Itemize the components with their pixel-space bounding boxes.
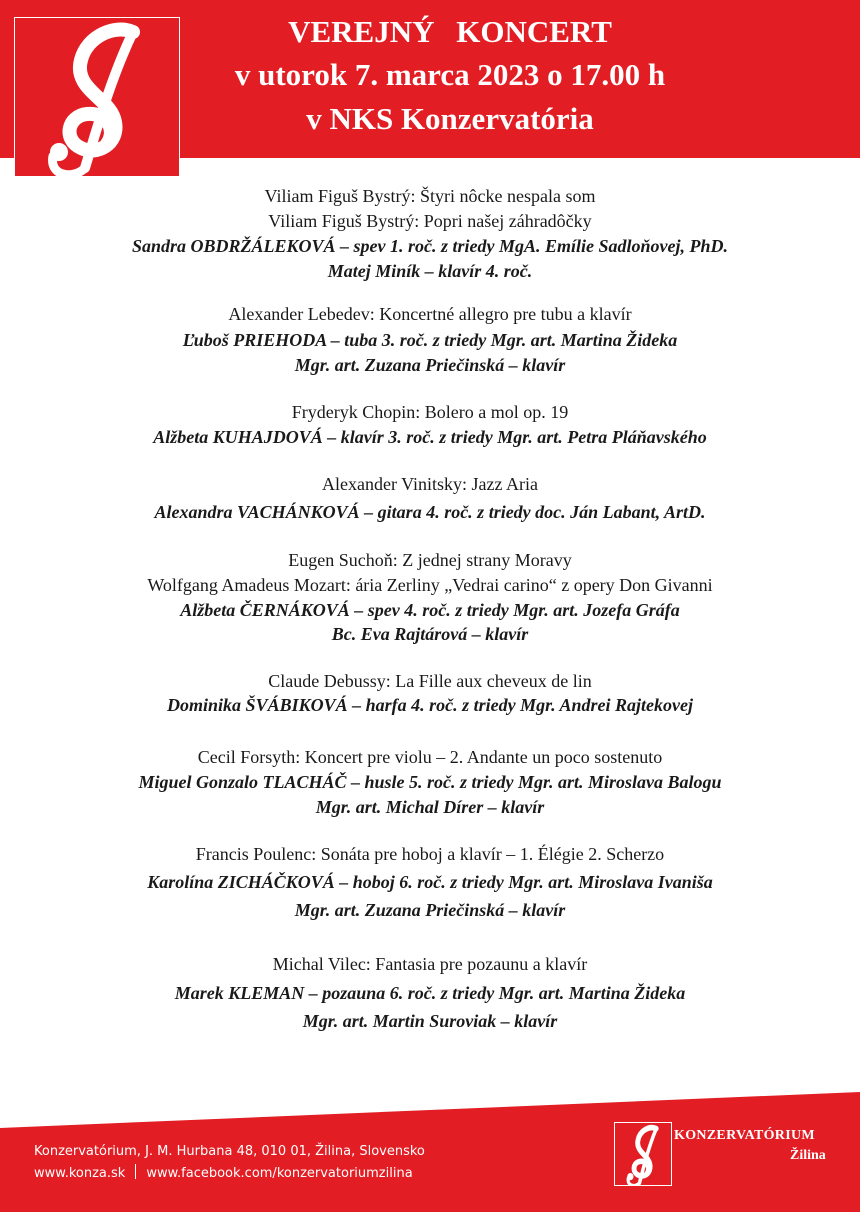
concert-date: v utorok 7. marca 2023 o 17.00 h — [234, 57, 666, 92]
program-performer: Mgr. art. Martin Suroviak – klavír — [302, 1011, 558, 1031]
footer-logo-name: KONZERVATÓRIUM — [674, 1128, 815, 1143]
program-performer: Mgr. art. Zuzana Priečinská – klavír — [294, 355, 566, 375]
treble-clef-icon — [615, 1123, 672, 1186]
program-work: Claude Debussy: La Fille aux cheveux de lin — [268, 671, 592, 691]
program-performer: Alžbeta KUHAJDOVÁ – klavír 3. roč. z triedy Mgr. art. Petra Pláňavského — [153, 427, 707, 447]
program-work: Francis Poulenc: Sonáta pre hoboj a klavír – 1. Élégie 2. Scherzo — [195, 844, 665, 864]
program-work: Michal Vilec: Fantasia pre pozaunu a klavír — [272, 954, 588, 974]
footer-logo — [614, 1122, 672, 1186]
program-performer: Alžbeta ČERNÁKOVÁ – spev 4. roč. z triedy Mgr. art. Jozefa Gráfa — [180, 600, 680, 620]
program-work: Alexander Vinitsky: Jazz Aria — [321, 474, 539, 494]
program-performer: Dominika ŠVÁBIKOVÁ – harfa 4. roč. z triedy Mgr. Andrei Rajtekovej — [167, 695, 693, 715]
footer-banner — [0, 1092, 860, 1212]
program-performer: Matej Miník – klavír 4. roč. — [327, 261, 533, 281]
program-performer: Marek KLEMAN – pozauna 6. roč. z triedy Mgr. art. Martina Žideka — [174, 983, 686, 1003]
program-performer: Karolína ZICHÁČKOVÁ – hoboj 6. roč. z triedy Mgr. art. Miroslava Ivaniša — [147, 872, 713, 892]
treble-clef-icon — [15, 18, 180, 177]
program-performer: Mgr. art. Zuzana Priečinská – klavír — [294, 900, 566, 920]
footer-address: Konzervatórium, J. M. Hurbana 48, 010 01, Žilina, Slovensko — [34, 1144, 425, 1159]
program-work: Fryderyk Chopin: Bolero a mol op. 19 — [291, 402, 569, 422]
program-work: Wolfgang Amadeus Mozart: ária Zerliny „Vedrai carino“ z opery Don Givanni — [147, 575, 713, 595]
program-performer: Mgr. art. Michal Dírer – klavír — [315, 797, 545, 817]
program-work: Cecil Forsyth: Koncert pre violu – 2. Andante un poco sostenuto — [197, 747, 663, 767]
link-divider — [135, 1164, 136, 1179]
program-work: Viliam Figuš Bystrý: Štyri nôcke nespala som — [264, 186, 596, 206]
program-performer: Ľuboš PRIEHODA – tuba 3. roč. z triedy Mgr. art. Martina Žideka — [182, 330, 678, 350]
program-performer: Alexandra VACHÁNKOVÁ – gitara 4. roč. z triedy doc. Ján Labant, ArtD. — [154, 502, 706, 522]
program-performer: Miguel Gonzalo TLACHÁČ – husle 5. roč. z triedy Mgr. art. Miroslava Balogu — [138, 772, 722, 792]
concert-venue: v NKS Konzervatória — [306, 101, 594, 136]
treble-clef-logo — [14, 17, 180, 177]
program-performer: Sandra OBDRŽÁLEKOVÁ – spev 1. roč. z triedy MgA. Emílie Sadloňovej, PhD. — [131, 236, 729, 256]
program-work: Viliam Figuš Bystrý: Popri našej záhradôčky — [268, 211, 592, 231]
program-work: Alexander Lebedev: Koncertné allegro pre tubu a klavír — [228, 304, 632, 324]
program-performer: Bc. Eva Rajtárová – klavír — [331, 624, 529, 644]
website-link[interactable]: www.konza.sk — [34, 1166, 126, 1181]
footer-logo-city: Žilina — [790, 1148, 826, 1163]
program-work: Eugen Suchoň: Z jednej strany Moravy — [288, 550, 572, 570]
concert-title: VEREJNÝ KONCERT — [288, 14, 612, 49]
facebook-link[interactable]: www.facebook.com/konzervatoriumzilina — [146, 1166, 413, 1181]
footer-links — [34, 1164, 413, 1183]
header-banner — [0, 0, 860, 158]
